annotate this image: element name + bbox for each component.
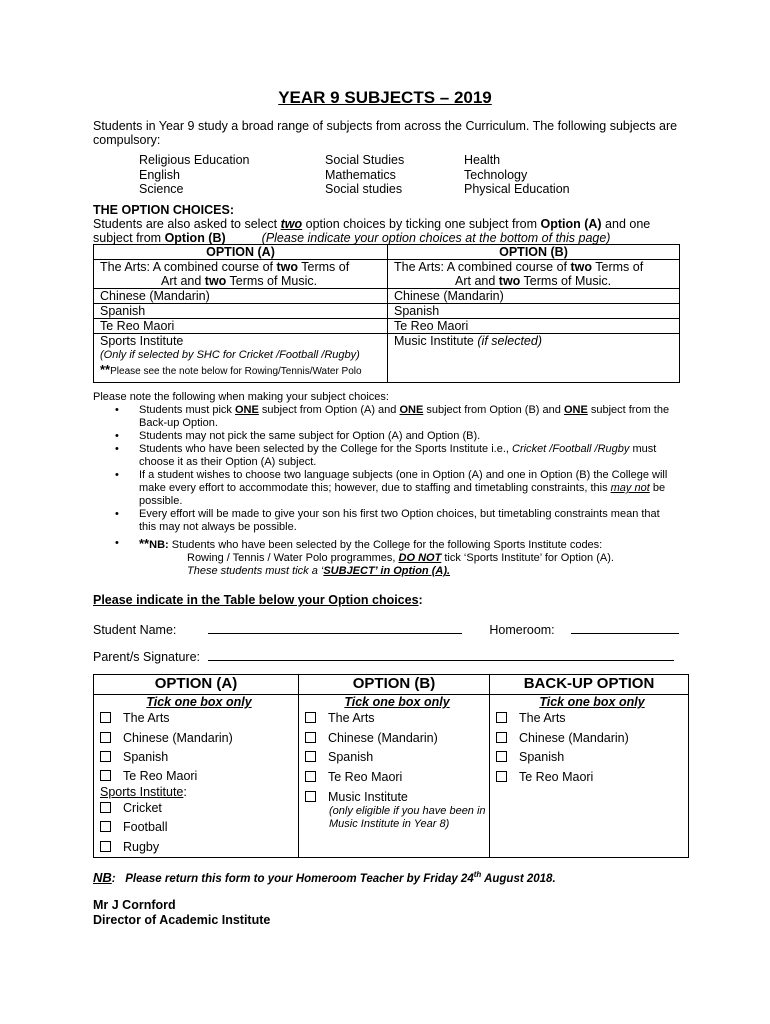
text: Music Institute [394, 334, 478, 348]
checkbox[interactable] [100, 802, 111, 813]
text: Te Reo Maori [328, 769, 403, 784]
option-b-arts [388, 260, 680, 289]
text: Terms of Music. [520, 274, 612, 288]
list-item [115, 404, 670, 430]
text: tick ‘Sports Institute’ for Option (A). [441, 552, 614, 564]
text: Spanish [519, 750, 565, 764]
text: : [111, 873, 116, 885]
parent-signature-row [93, 649, 674, 664]
list-item [496, 748, 688, 768]
text: th [473, 870, 482, 880]
option-b-tereo: Te Reo Maori [388, 319, 680, 334]
emphasis: ONE [399, 404, 424, 416]
checkbox[interactable] [305, 732, 316, 743]
checkbox[interactable] [305, 712, 316, 723]
signatory-role: Director of Academic Institute [93, 912, 271, 927]
text: (if selected) [477, 334, 542, 348]
text: Rowing / Tennis / Water Polo programmes, [187, 552, 399, 564]
checkbox[interactable] [305, 791, 316, 802]
emphasis: SUBJECT’ in Option (A). [323, 565, 451, 577]
list-item [496, 768, 688, 788]
list-item [496, 709, 688, 729]
rowing-note: Please see the note below for Rowing/Tennis/Water Polo [110, 366, 362, 377]
nb-line [139, 552, 670, 565]
text: Chinese (Mandarin) [328, 730, 438, 745]
text: Cricket [123, 800, 162, 815]
option-a-arts [94, 260, 388, 289]
compulsory-subject: Health [464, 153, 501, 167]
list-item [100, 729, 298, 749]
signature-block [93, 898, 270, 927]
emphasis: ONE [235, 404, 259, 416]
option-table [93, 244, 680, 383]
text: option choices by ticking one subject from [302, 217, 541, 231]
col-option-a-header: OPTION (A) [94, 675, 299, 695]
stars: ** [100, 362, 111, 377]
text: subject from Option (B) and [423, 404, 564, 416]
text: subject from Option (A) and [258, 404, 400, 416]
list-item [115, 469, 670, 508]
tick-instruction: Tick one box only [539, 695, 645, 709]
emphasis: Option (B) [164, 231, 226, 245]
list-item [100, 768, 298, 785]
compulsory-subject: Technology [464, 167, 528, 182]
list-item [100, 748, 298, 768]
footer-note [93, 870, 556, 885]
parent-signature-field[interactable] [208, 649, 674, 661]
choice-table [93, 674, 689, 858]
text: The Arts: A combined course of [100, 260, 277, 274]
emphasis: NB [93, 870, 112, 885]
option-a-chinese: Chinese (Mandarin) [94, 289, 388, 304]
compulsory-subject: English [139, 167, 180, 182]
tick-instruction: Tick one box only [344, 695, 450, 709]
homeroom-field[interactable] [571, 622, 679, 634]
sports-institute-label [100, 785, 298, 799]
text: These students must tick a ‘ [187, 565, 324, 577]
sports-note: (Only if selected by SHC for Cricket /Football /Rugby) [100, 349, 360, 361]
checkbox[interactable] [305, 771, 316, 782]
text: Terms of Music. [226, 274, 318, 288]
text: Football [123, 820, 168, 834]
text: Art and [161, 274, 205, 288]
text: Students are also asked to select [93, 217, 281, 231]
option-a-sports [94, 334, 388, 383]
checkbox[interactable] [496, 732, 507, 743]
checkbox[interactable] [100, 751, 111, 762]
music-note: (only eligible if you have been in Music Institute in Year 8) [329, 805, 486, 830]
text: Sports Institute [100, 784, 184, 799]
checkbox[interactable] [305, 751, 316, 762]
student-name-field[interactable] [208, 622, 462, 634]
text: Art and [455, 274, 499, 288]
emphasis: two [498, 274, 521, 288]
text: The Arts [328, 711, 375, 725]
list-item [305, 729, 489, 749]
col-option-b-header: OPTION (B) [299, 675, 490, 695]
compulsory-subject: Religious Education [139, 153, 250, 167]
notes-heading: Please note the following when making your subject choices: [93, 391, 389, 403]
tick-instruction: Tick one box only [146, 695, 252, 709]
text: must choose it as their Option (A) subject. [139, 443, 657, 468]
emphasis: two [570, 260, 593, 274]
intro-paragraph: Students in Year 9 study a broad range of subjects from across the Curriculum. The following subjects are compulsory: [93, 119, 678, 147]
text: Chinese (Mandarin) [123, 730, 233, 745]
checkbox[interactable] [100, 770, 111, 781]
option-choices-heading: THE OPTION CHOICES: [93, 203, 234, 217]
text: (Please indicate your option choices at the bottom of this page) [261, 231, 611, 245]
text: Spanish [123, 750, 169, 764]
text: Te Reo Maori [123, 768, 198, 783]
list-item [100, 799, 298, 819]
text: Rugby [123, 839, 160, 854]
option-b-spanish: Spanish [388, 304, 680, 319]
text: Terms of [592, 260, 644, 274]
text: Spanish [328, 750, 374, 764]
list-item [305, 709, 489, 729]
option-choices-text [93, 217, 693, 245]
option-a-spanish: Spanish [94, 304, 388, 319]
page-title: YEAR 9 SUBJECTS – 2019 [278, 88, 492, 107]
list-item [305, 768, 489, 788]
text: If a student wishes to choose two language subjects (one in Option (A) and one in Option (B) the College will make every effort to accommodate this; however, due to staffing and timetabling constraints, this [139, 469, 668, 494]
text: subject from the Back-up Option. [139, 404, 670, 429]
student-name-label: Student Name: [93, 623, 177, 637]
parent-signature-label: Parent/s Signature: [93, 650, 201, 664]
compulsory-subject: Physical Education [464, 182, 570, 196]
text: August 2018. [481, 873, 556, 885]
option-a-column [94, 695, 299, 858]
text: Students who have been selected by the College for the Sports Institute i.e., [139, 443, 513, 455]
emphasis: ONE [563, 404, 588, 416]
checkbox[interactable] [496, 751, 507, 762]
list-item [115, 443, 670, 469]
indicate-heading [93, 593, 423, 607]
text: The Arts [519, 711, 566, 725]
checkbox[interactable] [100, 821, 111, 832]
student-name-row [93, 622, 679, 637]
list-item [305, 790, 489, 805]
list-item [305, 748, 489, 768]
compulsory-subject: Science [139, 182, 184, 196]
emphasis: two [280, 217, 303, 231]
option-a-tereo: Te Reo Maori [94, 319, 388, 334]
emphasis: NB: [149, 539, 169, 551]
emphasis: may not [610, 482, 650, 494]
checkbox[interactable] [100, 732, 111, 743]
list-item [496, 729, 688, 749]
text: Chinese (Mandarin) [519, 730, 629, 745]
option-b-chinese: Chinese (Mandarin) [388, 289, 680, 304]
list-item: • Every effort will be made to give your son his first two Option choices, but timetabling constraints mean that this may not always be possible. [115, 508, 670, 534]
notes-list [115, 404, 670, 578]
checkbox[interactable] [100, 841, 111, 852]
signatory-name: Mr J Cornford [93, 898, 176, 912]
text: The Arts [123, 711, 170, 725]
list-item [100, 709, 298, 729]
text: : [183, 784, 187, 799]
option-a-header: OPTION (A) [94, 245, 388, 260]
text: : [418, 593, 423, 607]
text: Please return this form to your Homeroom Teacher by Friday 24 [125, 873, 474, 885]
emphasis: two [204, 274, 227, 288]
checkbox[interactable] [100, 712, 111, 723]
text: Students who have been selected by the College for the following Sports Institute codes: [168, 539, 603, 551]
backup-column [490, 695, 689, 858]
text: Music Institute [328, 790, 408, 804]
option-b-header: OPTION (B) [388, 245, 680, 260]
stars: ** [139, 536, 150, 551]
text: Students must pick [139, 404, 235, 416]
emphasis: DO NOT [398, 552, 442, 564]
checkbox[interactable] [496, 712, 507, 723]
list-item [100, 818, 298, 838]
list-item: • Students may not pick the same subject for Option (A) and Option (B). [115, 430, 670, 443]
homeroom-label: Homeroom: [489, 623, 555, 637]
compulsory-subject: Social Studies [325, 153, 405, 167]
nb-line [139, 565, 670, 578]
text: be possible. [139, 482, 666, 507]
col-backup-header: BACK-UP OPTION [490, 675, 689, 695]
text: Please indicate in the Table below your Option choices [93, 593, 419, 607]
text: The Arts: A combined course of [394, 260, 571, 274]
list-item [100, 838, 298, 858]
emphasis: Option (A) [540, 217, 602, 231]
text: and one subject from [93, 217, 651, 245]
list-item [115, 537, 670, 578]
sports-label: Sports Institute [100, 334, 184, 348]
option-b-column [299, 695, 490, 858]
compulsory-subject: Mathematics [325, 167, 396, 182]
checkbox[interactable] [496, 771, 507, 782]
emphasis: two [276, 260, 299, 274]
option-b-music [388, 334, 680, 383]
compulsory-subject: Social studies [325, 182, 403, 196]
text: Terms of [298, 260, 350, 274]
text: Te Reo Maori [519, 769, 594, 784]
text: Cricket /Football /Rugby [512, 443, 630, 455]
compulsory-subjects [139, 153, 619, 197]
